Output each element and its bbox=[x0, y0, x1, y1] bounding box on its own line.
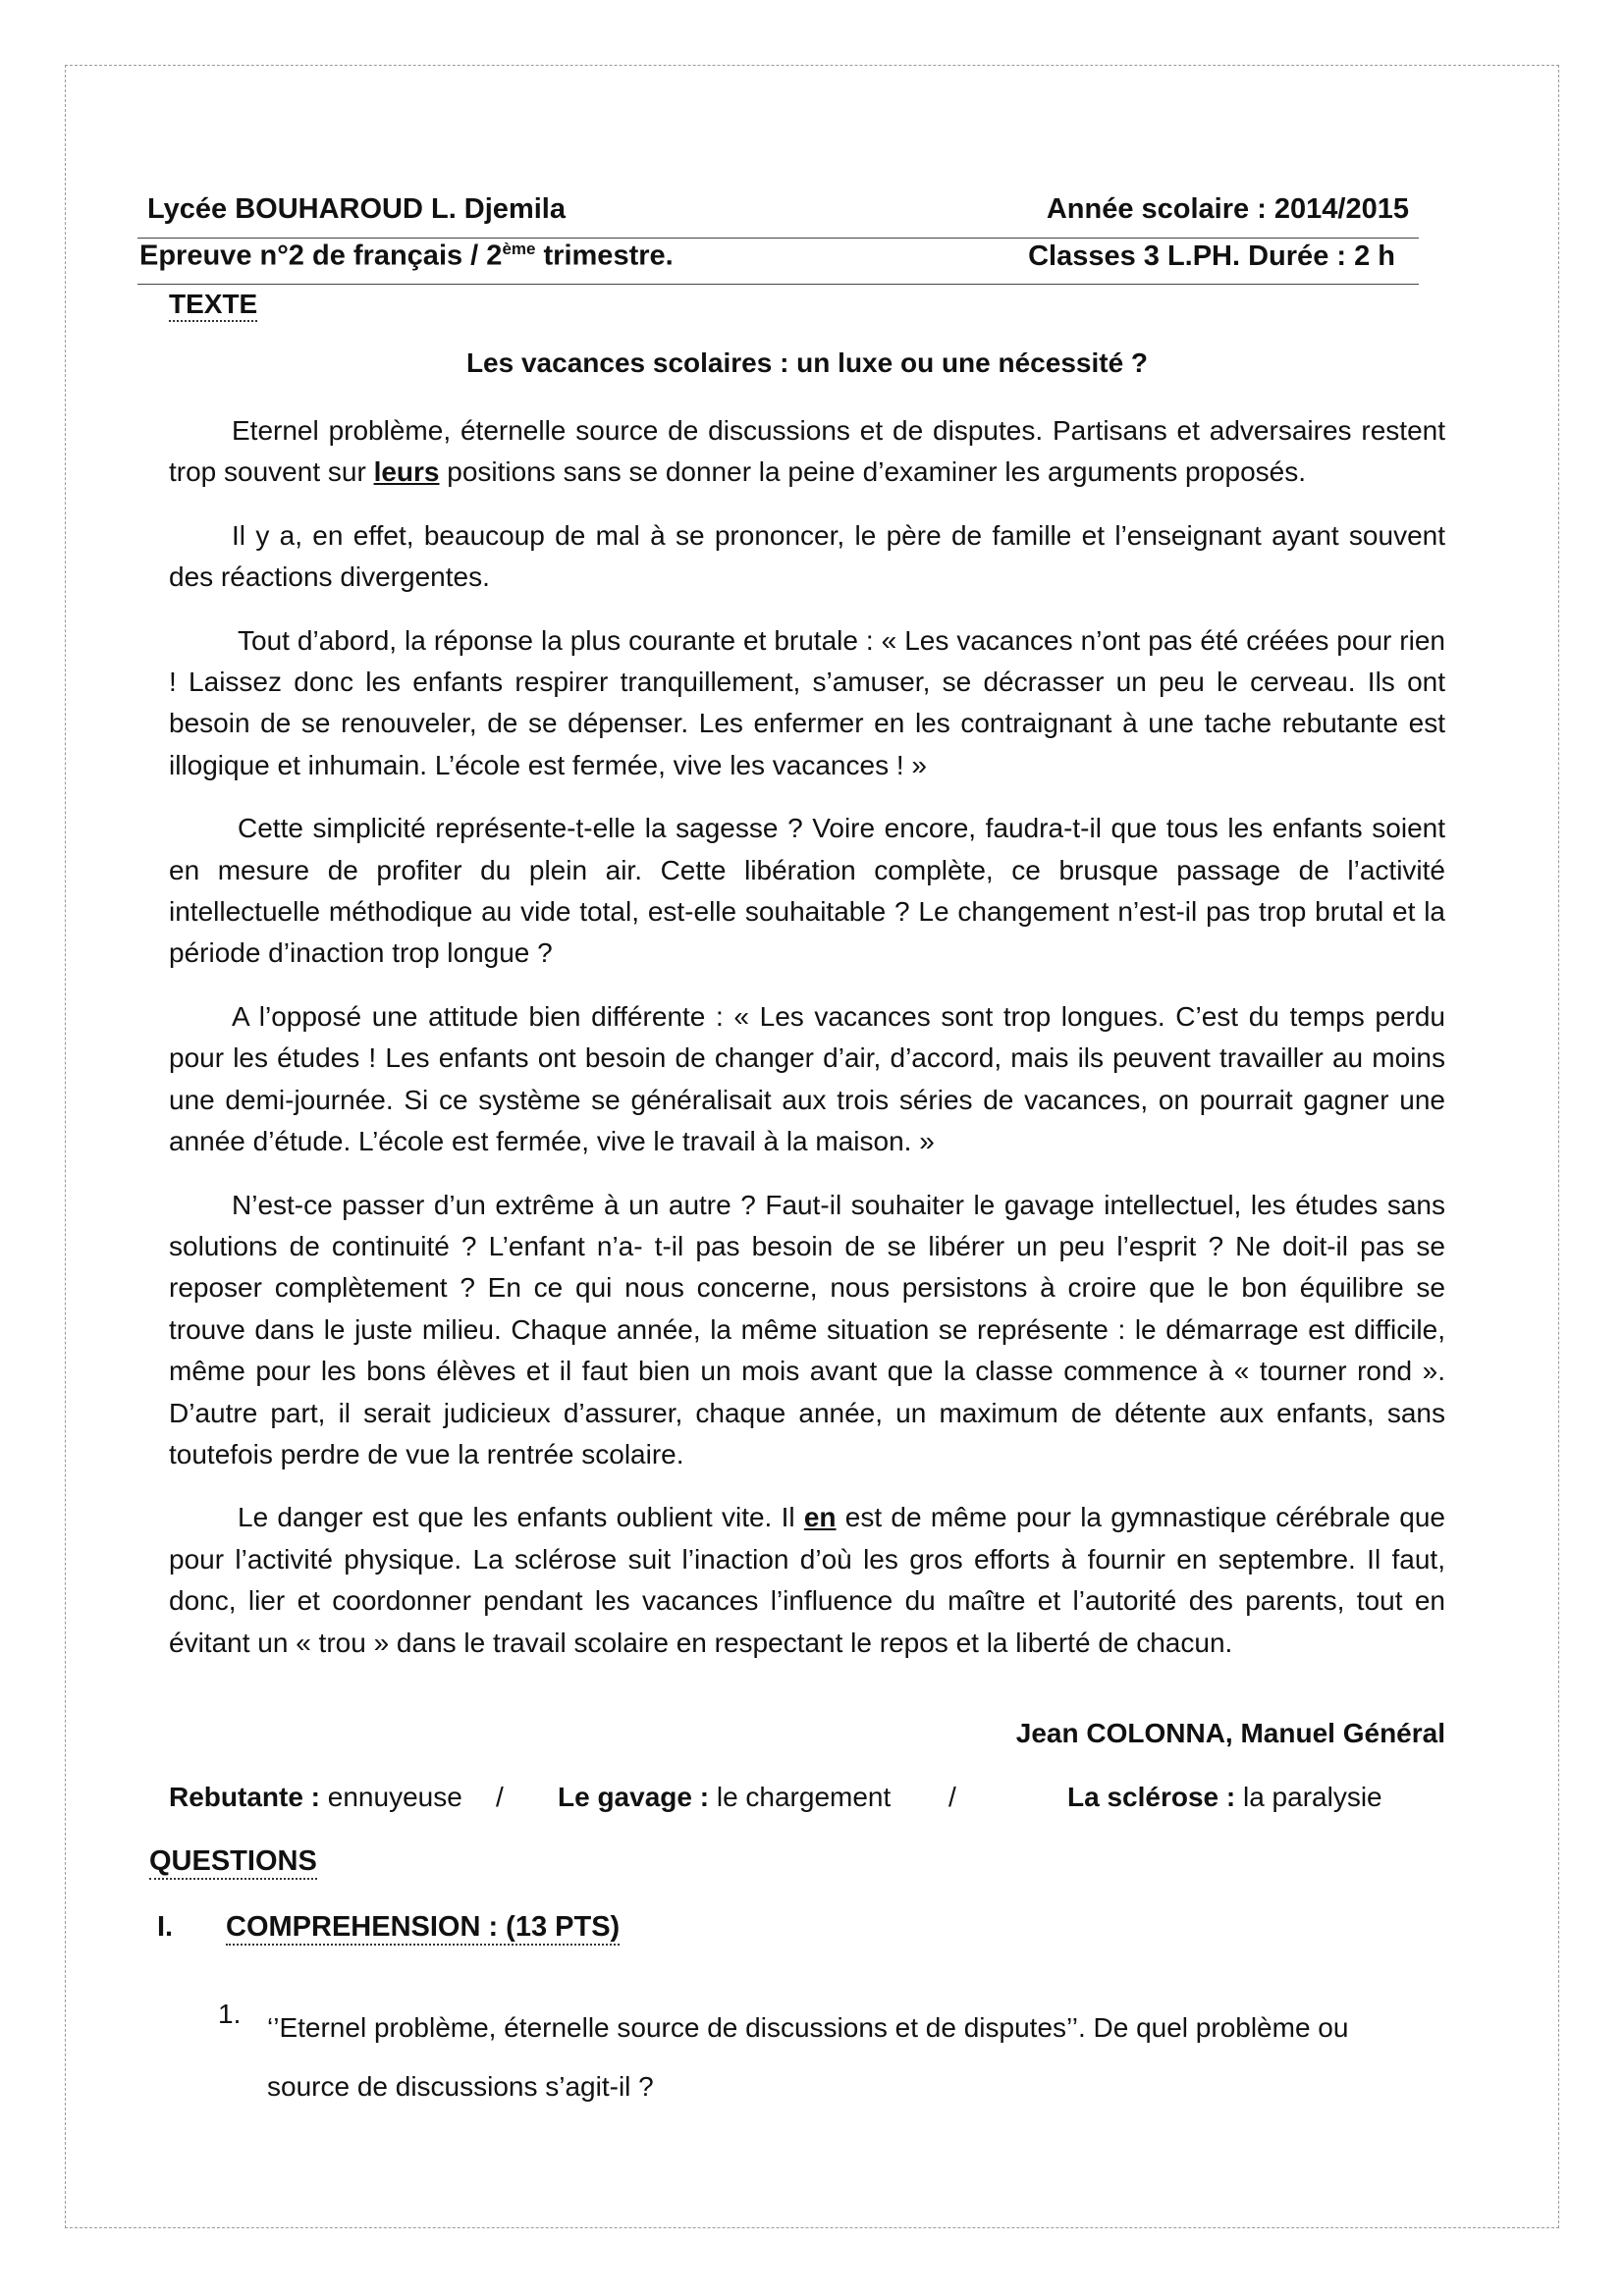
paragraph-1: Eternel problème, éternelle source de discussions et de disputes. Partisans et adversaires restent trop souvent sur leurs positions sans se donner la peine d’examiner les arguments proposés. bbox=[169, 415, 1445, 488]
school-name: Lycée BOUHAROUD L. Djemila bbox=[147, 193, 566, 225]
glossary-item-3: La sclérose : la paralysie bbox=[1067, 1782, 1382, 1812]
text-title: Les vacances scolaires : un luxe ou une nécessité ? bbox=[465, 347, 1149, 378]
glossary-item-2: Le gavage : le chargement bbox=[558, 1782, 892, 1812]
section-title-comprehension: COMPREHENSION : (13 PTS) bbox=[226, 1911, 620, 1946]
paragraph-2: Il y a, en effet, beaucoup de mal à se prononcer, le père de famille et l’enseignant ayant souvent des réactions divergentes. bbox=[169, 519, 1445, 593]
paragraph-7: Le danger est que les enfants oublient vite. Il en est de même pour la gymnastique cérébrale que pour l’activité physique. La sclérose suit l’inaction d’où les gros efforts à fournir en septembre. Il faut, donc, lier et coordonner pendant les vacances l’influence du maître et l’autorité des parents, tout en évitant un « trou » dans le travail scolaire en respectant le repos et la liberté de chacun. bbox=[169, 1502, 1445, 1658]
question-1-text: ‘’Eternel problème, éternelle source de discussions et de disputes’’. De quel problème ou source de discussions s’agit-il ? bbox=[267, 2012, 1349, 2102]
section-label-texte: TEXTE bbox=[169, 289, 257, 322]
glossary-separator-2: / bbox=[948, 1782, 956, 1812]
paragraph-6: N’est-ce passer d’un extrême à un autre ? Faut-il souhaiter le gavage intellectuel, les études sans solutions de continuité ? L’enfant n’a- t-il pas besoin de se libérer un peu l’esprit ? Ne doit-il pas se reposer complètement ? En ce qui nous concerne, nous persistons à croire que le bon équilibre se trouve dans le juste milieu. Chaque année, la même situation se représente : le démarrage est difficile, même pour les bons élèves et il faut bien un mois avant que la classe commence à « tourner rond ». D’autre part, il serait judicieux d’assurer, chaque année, un maximum de détente aux enfants, sans toutefois perdre de vue la rentrée scolaire. bbox=[169, 1189, 1445, 1469]
paragraph-5: A l’opposé une attitude bien différente : « Les vacances sont trop longues. C’est du temps perdu pour les études ! Les enfants ont besoin de changer d’air, d’accord, mais ils peuvent travailler au moins une demi-journée. Si ce système se généralisait aux trois séries de vacances, on pourrait gagner une année d’étude. L’école est fermée, vive le travail à la maison. » bbox=[169, 1000, 1445, 1157]
paragraph-3: Tout d’abord, la réponse la plus courante et brutale : « Les vacances n’ont pas été créées pour rien ! Laissez donc les enfants respirer tranquillement, s’amuser, se décrasser un peu le cerveau. Ils ont besoin de se renouveler, de se dépenser. Les enfermer en les contraignant à une tache rebutante est illogique et inhumain. L’école est fermée, vive les vacances ! » bbox=[169, 624, 1445, 780]
exam-classes: Classes 3 L.PH. Durée : 2 h bbox=[1028, 240, 1395, 272]
question-1-number: 1. bbox=[218, 1999, 242, 2029]
header-row-school bbox=[137, 193, 1419, 239]
header-row-exam bbox=[137, 240, 1419, 285]
glossary-separator-1: / bbox=[496, 1782, 504, 1812]
author-credit: Jean COLONNA, Manuel Général bbox=[1015, 1718, 1445, 1748]
text-body bbox=[169, 410, 1445, 1685]
school-year: Année scolaire : 2014/2015 bbox=[1046, 193, 1409, 225]
section-number: I. bbox=[157, 1911, 174, 1943]
questions-heading: QUESTIONS bbox=[149, 1845, 317, 1880]
exam-title: Epreuve n°2 de français / 2ème trimestre. bbox=[139, 240, 674, 272]
glossary-item-1: Rebutante : ennuyeuse bbox=[169, 1782, 462, 1812]
paragraph-4: Cette simplicité représente-t-elle la sagesse ? Voire encore, faudra-t-il que tous les enfants soient en mesure de profiter du plein air. Cette libération complète, ce brusque passage de l’activité intellectuelle méthodique au vide total, est-elle souhaitable ? Le changement n’est-il pas trop brutal et la période d’inaction trop longue ? bbox=[169, 813, 1445, 969]
